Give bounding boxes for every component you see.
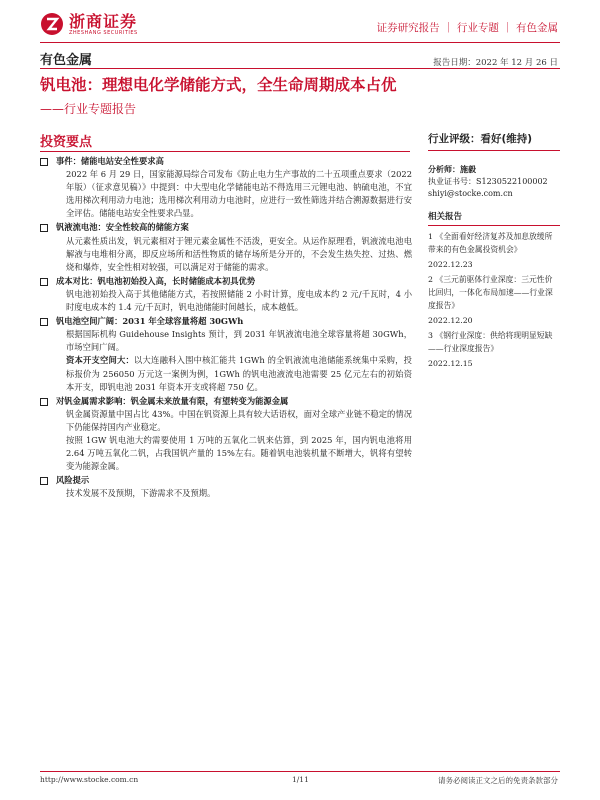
- sidebar: [428, 131, 560, 368]
- brand-logo: [40, 12, 138, 36]
- page-header: [0, 0, 600, 42]
- sector-divider: [40, 68, 560, 69]
- bullet-heading: 事件：储能电站安全性要求高: [56, 156, 164, 166]
- footer-disclaimer: 请务必阅读正文之后的免责条款部分: [438, 776, 558, 785]
- bullet-text: 按照 1GW 钒电池大约需要使用 1 万吨的五氧化二钒来估算，到 2025 年，国内钒电池将用 2.64 万吨五氧化二钒，占我国钒产量的 15%左右。随着钒电池装机量不断增大，钒将有望转变为能源金属。: [66, 434, 412, 472]
- analyst-info: [428, 163, 560, 200]
- analyst-label: 分析师：: [428, 164, 460, 174]
- bullet-cost: [40, 275, 412, 288]
- bullet-heading: 对钒金属需求影响：钒金属未来放量有限，有望转变为能源金属: [56, 395, 289, 406]
- bullet-event: [40, 155, 412, 168]
- bullet-metal-demand: [40, 395, 412, 408]
- capex-text: 以大连融科入围中核汇能共 1GWh 的全钒液流电池储能系统集中采购，投标报价为 256050 万元这一案例为例，1GWh 的钒电池液流电池需要 25 亿元左右的初始资本开支，即钒电池 2031 年资本开支或将超 750 亿。: [66, 355, 412, 392]
- sector-label: 有色金属: [40, 53, 93, 68]
- header-divider: [40, 42, 560, 43]
- bullet-market-space: [40, 315, 412, 328]
- related-reports-heading: 相关报告: [428, 210, 560, 226]
- footer-divider: [40, 771, 560, 772]
- key-points-divider: [40, 151, 410, 152]
- analyst-email[interactable]: shiyi@stocke.com.cn: [428, 189, 513, 198]
- capex-label: 资本开支空间大：: [66, 355, 135, 366]
- bullet-text: 根据国际机构 Guidehouse Insights 预计，到 2031 年钒液流电池全球容量将超 30GWh，市场空间广阔。: [66, 329, 412, 353]
- checkbox-bullet-icon: [40, 477, 48, 485]
- checkbox-bullet-icon: [40, 398, 48, 406]
- key-points-heading: 投资要点: [40, 135, 93, 150]
- bullet-risk: [40, 474, 412, 487]
- related-report-item[interactable]: 2 《三元前驱体行业深度：三元性价比回归，一体化布局加速——行业深度报告》: [428, 275, 553, 310]
- bullet-text: 技术发展不及预期，下游需求不及预期。: [66, 488, 216, 499]
- checkbox-bullet-icon: [40, 158, 48, 166]
- bullet-text: 2022 年 6 月 29 日，国家能源局综合司发布《防止电力生产事故的二十五项重点要求（2022 年版）（征求意见稿）》中提到：中大型电化学储能电站不得选用三元锂电池、钠硫电池，不宜选用梯次利用动力电池；选用梯次利用动力电池时，应进行一致性筛选并结合溯源数据进行安全评估。储能电站安全性要求凸显。: [66, 169, 412, 219]
- checkbox-bullet-icon: [40, 318, 48, 326]
- footer-url[interactable]: http://www.stocke.com.cn: [40, 775, 139, 784]
- report-category: 证券研究报告 ｜ 行业专题 ｜ 有色金属: [376, 22, 558, 34]
- report-title: 钒电池：理想电化学储能方式，全生命周期成本占优: [40, 76, 397, 94]
- related-report-date: 2022.12.23: [428, 260, 473, 269]
- logo-english: ZHESHANG SECURITIES: [69, 29, 138, 36]
- report-subtitle: ——行业专题报告: [40, 102, 137, 116]
- certificate-number: 执业证书号：S1230522100002: [428, 177, 548, 186]
- related-report-item[interactable]: 3 《钢行业深度：供给将现明显短缺——行业深度报告》: [428, 331, 553, 353]
- bullet-heading: 风险提示: [56, 475, 90, 486]
- analyst-name: 施毅: [460, 164, 476, 174]
- bullet-heading: 成本对比：钒电池初始投入高，长时储能成本初具优势: [56, 275, 256, 286]
- report-date: 报告日期：2022 年 12 月 26 日: [433, 58, 558, 68]
- bullet-text: 钒电池初始投入高于其他储能方式，若按照储能 2 小时计算，度电成本约 2 元/千瓦时，4 小时度电成本约 1.4 元/千瓦时，钒电池储能时间越长，成本越低。: [66, 288, 412, 313]
- logo-name: 浙商证券: [69, 11, 138, 31]
- related-report-date: 2022.12.15: [428, 359, 473, 368]
- key-points-body: [40, 154, 412, 500]
- bullet-text: 钒金属资源量中国占比 43%。中国在钒资源上具有较大话语权，面对全球产业链不稳定的情况下仍能保持国内产业稳定。: [66, 408, 412, 432]
- bullet-heading: 钒液流电池：安全性较高的储能方案: [56, 222, 189, 233]
- bullet-heading: 钒电池空间广阔：2031 年全球容量将超 30GWh: [56, 316, 244, 327]
- bullet-vanadium-flow: [40, 221, 412, 234]
- checkbox-bullet-icon: [40, 224, 48, 232]
- logo-mark-icon: [40, 12, 64, 36]
- related-report-date: 2022.12.20: [428, 316, 473, 325]
- industry-rating: 行业评级：看好(维持): [428, 131, 560, 151]
- page-number: 1/11: [292, 775, 309, 784]
- bullet-text-capex: [40, 354, 412, 393]
- related-report-item[interactable]: 1 《全面看好经济复苏及加息放缓所带来的有色金属投资机会》: [428, 232, 553, 254]
- checkbox-bullet-icon: [40, 278, 48, 286]
- bullet-text: 从元素性质出发，钒元素相对于锂元素金属性不活泼，更安全。从运作原理看，钒液流电池电解液与电堆相分离，即反应场所和活性物质的储存场所是分开的，不会发生热失控、过热、燃烧和爆炸，安全性相对较强，可以满足对于储能的需求。: [66, 235, 412, 272]
